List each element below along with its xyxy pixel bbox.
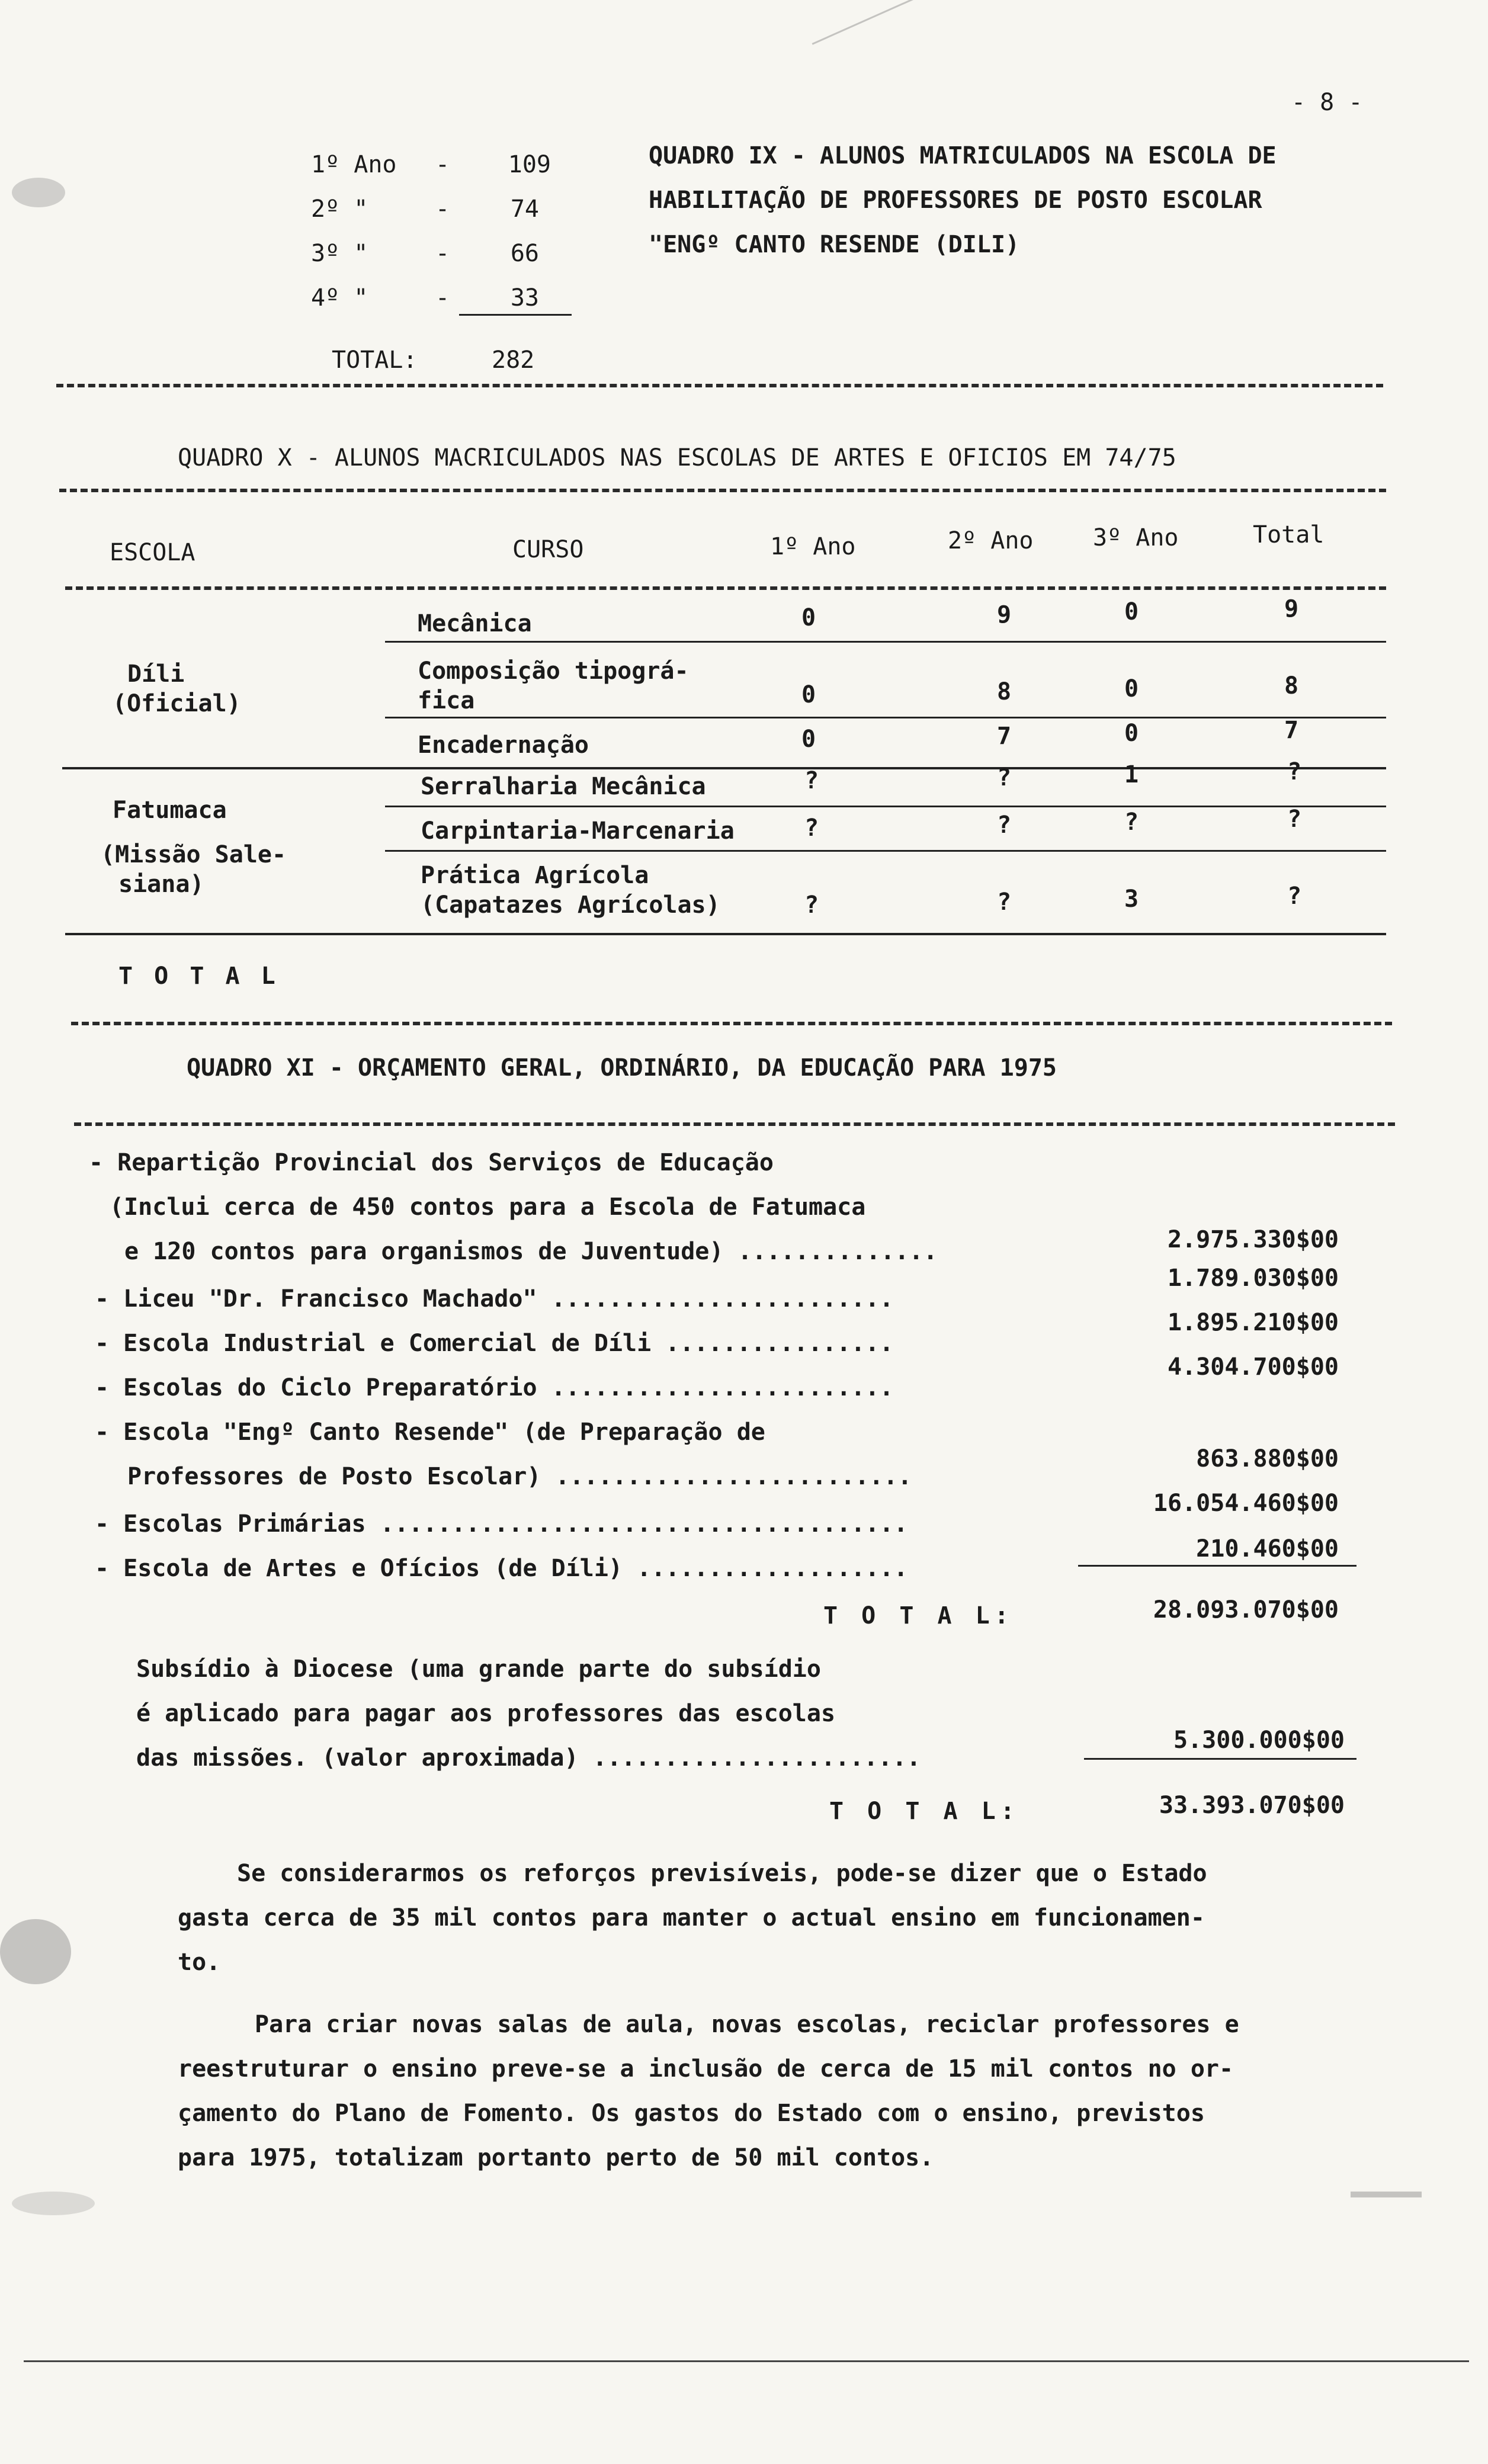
q11-total1-label: T O T A L: bbox=[823, 1602, 1014, 1629]
paragraph-line: gasta cerca de 35 mil contos para manter o actual ensino em funcionamen- bbox=[178, 1904, 1205, 1932]
q11-item-line: - Escola de Artes e Ofícios (de Díli) ................... bbox=[95, 1555, 908, 1582]
paragraph-line: reestruturar o ensino preve-se a inclusão de cerca de 15 mil contos no or- bbox=[178, 2055, 1234, 2083]
q11-title: QUADRO XI - ORÇAMENTO GERAL, ORDINÁRIO, DA EDUCAÇÃO PARA 1975 bbox=[187, 1054, 1057, 1082]
section-divider bbox=[59, 489, 1386, 492]
q9-row-ano: 3º " bbox=[311, 240, 368, 267]
q10-curso: (Capatazes Agrícolas) bbox=[421, 891, 720, 919]
q10-cell-ano1: 0 bbox=[801, 726, 816, 753]
q10-school-name: Díli bbox=[127, 660, 185, 688]
q9-row-value: 66 bbox=[510, 240, 539, 267]
q10-title: QUADRO X - ALUNOS MACRICULADOS NAS ESCOLAS DE ARTES E OFICIOS EM 74/75 bbox=[178, 444, 1176, 471]
q10-cell-ano3: 1 bbox=[1124, 761, 1139, 788]
q10-cell-total: ? bbox=[1287, 806, 1302, 833]
q11-item-value: 1.789.030$00 bbox=[1168, 1265, 1339, 1292]
q10-header-ano3: 3º Ano bbox=[1093, 524, 1179, 551]
section-divider bbox=[74, 1122, 1395, 1126]
q10-cell-ano1: ? bbox=[804, 891, 819, 919]
scan-smudge bbox=[12, 178, 65, 207]
q10-school-name: siana) bbox=[118, 871, 204, 898]
q11-item-value: 210.460$00 bbox=[1196, 1535, 1339, 1563]
q10-cell-ano3: 3 bbox=[1124, 886, 1139, 913]
q9-row-sep: - bbox=[435, 240, 450, 267]
page-number: - 8 - bbox=[1291, 89, 1363, 116]
q11-total2-label: T O T A L: bbox=[829, 1798, 1019, 1825]
q10-header-total: Total bbox=[1253, 521, 1325, 548]
group-rule bbox=[62, 767, 1386, 769]
q10-cell-total: 7 bbox=[1284, 717, 1299, 744]
paragraph-line: Para criar novas salas de aula, novas escolas, reciclar professores e bbox=[255, 2011, 1239, 2038]
q10-cell-total: 9 bbox=[1284, 595, 1299, 623]
q11-item-value: 1.895.210$00 bbox=[1168, 1309, 1339, 1336]
q11-item-value: 16.054.460$00 bbox=[1153, 1490, 1339, 1517]
paragraph-line: to. bbox=[178, 1949, 221, 1976]
q10-school-name: Fatumaca bbox=[113, 797, 227, 824]
page-bottom-edge bbox=[24, 2360, 1469, 2362]
q10-cell-ano1: ? bbox=[804, 767, 819, 794]
q11-item-value: 4.304.700$00 bbox=[1168, 1353, 1339, 1381]
q10-header-curso: CURSO bbox=[512, 536, 584, 563]
q11-item-line: Professores de Posto Escolar) ......................... bbox=[127, 1463, 912, 1490]
header-divider bbox=[65, 586, 1386, 590]
q10-curso: fica bbox=[418, 687, 475, 714]
q10-cell-ano1: 0 bbox=[801, 681, 816, 708]
q9-row-sep: - bbox=[435, 151, 450, 178]
q11-item-value: 2.975.330$00 bbox=[1168, 1226, 1339, 1253]
q10-curso: Encadernação bbox=[418, 732, 589, 759]
q9-title-line: "ENGº CANTO RESENDE (DILI) bbox=[649, 231, 1020, 258]
q10-cell-ano3: 0 bbox=[1124, 598, 1139, 625]
q11-subsidio-line: Subsídio à Diocese (uma grande parte do subsídio bbox=[136, 1656, 821, 1683]
q10-cell-ano2: ? bbox=[996, 888, 1012, 916]
q10-cell-total: ? bbox=[1287, 883, 1302, 910]
q10-cell-ano1: 0 bbox=[801, 604, 816, 631]
q9-row-ano: 1º Ano bbox=[311, 151, 397, 178]
section-divider bbox=[71, 1022, 1392, 1025]
q10-cell-ano3: ? bbox=[1124, 808, 1139, 836]
q10-curso: Mecânica bbox=[418, 610, 532, 637]
q10-header-escola: ESCOLA bbox=[110, 539, 195, 566]
scan-mark bbox=[1351, 2192, 1422, 2197]
q10-curso: Composição tipográ- bbox=[418, 657, 689, 685]
q11-item-value: 863.880$00 bbox=[1196, 1445, 1339, 1472]
q11-total2-value: 33.393.070$00 bbox=[1159, 1792, 1345, 1819]
q9-row-value: 74 bbox=[510, 195, 539, 223]
q9-total-value: 282 bbox=[492, 346, 535, 374]
paragraph-line: çamento do Plano de Fomento. Os gastos do Estado com o ensino, previstos bbox=[178, 2100, 1205, 2127]
q10-cell-ano2: 9 bbox=[996, 601, 1012, 628]
paragraph-line: para 1975, totalizam portanto perto de 50 mil contos. bbox=[178, 2144, 934, 2171]
q10-curso: Serralharia Mecânica bbox=[421, 773, 706, 800]
q10-cell-ano2: 8 bbox=[996, 678, 1012, 705]
table-bottom-rule bbox=[65, 933, 1386, 935]
q9-title-line: QUADRO IX - ALUNOS MATRICULADOS NA ESCOLA DE bbox=[649, 142, 1277, 169]
row-rule bbox=[385, 850, 1386, 852]
q11-sum-rule bbox=[1078, 1565, 1356, 1567]
q11-subsidio-line: é aplicado para pagar aos professores das escolas bbox=[136, 1700, 836, 1727]
q11-item-line: e 120 contos para organismos de Juventude) .............. bbox=[124, 1238, 938, 1265]
q9-row-value: 33 bbox=[510, 284, 539, 312]
q10-cell-ano3: 0 bbox=[1124, 675, 1139, 702]
q11-item-line: - Escola "Engº Canto Resende" (de Preparação de bbox=[95, 1419, 765, 1446]
q10-curso: Prática Agrícola bbox=[421, 862, 649, 889]
q10-header-ano2: 2º Ano bbox=[948, 527, 1034, 554]
q11-item-line: - Liceu "Dr. Francisco Machado" ........................ bbox=[95, 1285, 894, 1313]
q11-subsidio-line: das missões. (valor aproximada) ....................... bbox=[136, 1744, 921, 1772]
q9-row-ano: 2º " bbox=[311, 195, 368, 223]
q11-subsidio-value: 5.300.000$00 bbox=[1173, 1727, 1345, 1754]
q11-sum-rule bbox=[1084, 1758, 1356, 1760]
q9-row-sep: - bbox=[435, 195, 450, 223]
q10-total-label: T O T A L bbox=[118, 962, 279, 990]
q10-cell-ano1: ? bbox=[804, 814, 819, 842]
q9-total-label: TOTAL: bbox=[332, 346, 418, 374]
q10-cell-ano2: 7 bbox=[996, 723, 1012, 750]
q10-cell-ano3: 0 bbox=[1124, 720, 1139, 747]
q10-school-name: (Oficial) bbox=[113, 690, 241, 717]
section-divider bbox=[56, 384, 1383, 387]
q10-cell-total: ? bbox=[1287, 758, 1302, 785]
q9-row-sep: - bbox=[435, 284, 450, 312]
q10-cell-ano2: ? bbox=[996, 811, 1012, 839]
row-rule bbox=[385, 717, 1386, 718]
q11-item-line: (Inclui cerca de 450 contos para a Escola de Fatumaca bbox=[110, 1194, 866, 1221]
scan-mark bbox=[812, 0, 954, 45]
q11-item-line: - Repartição Provincial dos Serviços de Educação bbox=[89, 1149, 774, 1176]
q9-row-value: 109 bbox=[508, 151, 551, 178]
row-rule bbox=[385, 806, 1386, 807]
q10-header-ano1: 1º Ano bbox=[770, 533, 856, 560]
q11-item-line: - Escola Industrial e Comercial de Díli ................ bbox=[95, 1330, 894, 1357]
q9-title-line: HABILITAÇÃO DE PROFESSORES DE POSTO ESCOLAR bbox=[649, 187, 1262, 214]
scan-smudge bbox=[12, 2192, 95, 2215]
paragraph-line: Se considerarmos os reforços previsíveis, pode-se dizer que o Estado bbox=[237, 1860, 1207, 1887]
q11-item-line: - Escolas Primárias ..................................... bbox=[95, 1510, 908, 1538]
q10-cell-total: 8 bbox=[1284, 672, 1299, 700]
q11-total1-value: 28.093.070$00 bbox=[1153, 1596, 1339, 1624]
q10-cell-ano2: ? bbox=[996, 764, 1012, 791]
q10-school-name: (Missão Sale- bbox=[101, 841, 287, 868]
q11-item-line: - Escolas do Ciclo Preparatório ........................ bbox=[95, 1374, 894, 1401]
q9-sum-rule bbox=[459, 314, 572, 316]
row-rule bbox=[385, 641, 1386, 643]
q10-curso: Carpintaria-Marcenaria bbox=[421, 817, 735, 845]
q9-row-ano: 4º " bbox=[311, 284, 368, 312]
scan-smudge bbox=[0, 1919, 71, 1984]
